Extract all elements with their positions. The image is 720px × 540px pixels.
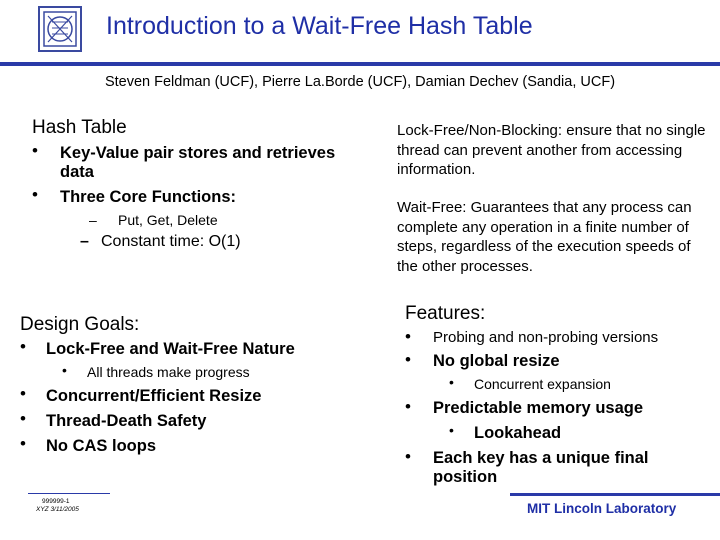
bullet-icon: •: [405, 327, 411, 346]
footer-rule: [28, 493, 110, 494]
bullet-icon: •: [449, 422, 454, 438]
lab-rule: [510, 493, 720, 496]
hash-item-2: Three Core Functions:: [60, 188, 237, 206]
feature-item: Each key has a unique final: [433, 449, 649, 467]
authors-line: Steven Feldman (UCF), Pierre La.Borde (UCF), Damian Dechev (Sandia, UCF): [104, 74, 616, 90]
lab-name: MIT Lincoln Laboratory: [527, 501, 677, 516]
hash-item-1-cont: data: [60, 163, 94, 181]
bullet-icon: •: [405, 397, 411, 416]
dash-icon: –: [80, 233, 89, 250]
bullet-icon: •: [449, 374, 454, 390]
feature-sub-item: Concurrent expansion: [474, 376, 611, 392]
hash-sub-2: Constant time: O(1): [101, 233, 241, 250]
feature-sub-item: Lookahead: [474, 424, 562, 442]
feature-item: Predictable memory usage: [433, 399, 644, 417]
lincoln-lab-logo-icon: [38, 6, 82, 52]
bullet-icon: •: [20, 384, 26, 403]
bullet-icon: •: [20, 434, 26, 453]
bullet-icon: •: [62, 362, 67, 378]
page-title: Introduction to a Wait-Free Hash Table: [106, 12, 533, 40]
footer-code: 999999-1: [42, 498, 70, 505]
hash-item-1: Key-Value pair stores and retrieves: [60, 144, 336, 162]
goal-item: Thread-Death Safety: [46, 412, 207, 430]
footer-date: XYZ 3/11/2005: [36, 506, 79, 513]
footer-codes: [36, 498, 79, 514]
feature-item-cont: position: [433, 468, 498, 486]
bullet-icon: •: [32, 141, 38, 160]
feature-item: No global resize: [433, 352, 560, 370]
bullet-icon: •: [20, 337, 26, 356]
title-divider: [0, 62, 720, 66]
design-goals-heading: Design Goals:: [20, 314, 140, 335]
hash-sub-1: Put, Get, Delete: [118, 212, 218, 228]
feature-item: Probing and non-probing versions: [433, 329, 659, 346]
bullet-icon: •: [32, 185, 38, 204]
bullet-icon: •: [405, 350, 411, 369]
hash-table-heading: Hash Table: [32, 117, 127, 138]
goal-item: Concurrent/Efficient Resize: [46, 387, 262, 405]
goal-item: No CAS loops: [46, 437, 156, 455]
bullet-icon: •: [405, 447, 411, 466]
features-heading: Features:: [405, 303, 486, 324]
goal-sub-item: All threads make progress: [87, 364, 250, 380]
dash-icon: –: [89, 212, 97, 228]
goal-item: Lock-Free and Wait-Free Nature: [46, 340, 295, 358]
lock-free-paragraph: Lock-Free/Non-Blocking: ensure that no single thread can prevent another from accessing information.: [397, 122, 706, 178]
bullet-icon: •: [20, 409, 26, 428]
wait-free-paragraph: Wait-Free: Guarantees that any process can complete any operation in a finite number of steps, regardless of the execution speeds of the other processes.: [397, 199, 692, 275]
